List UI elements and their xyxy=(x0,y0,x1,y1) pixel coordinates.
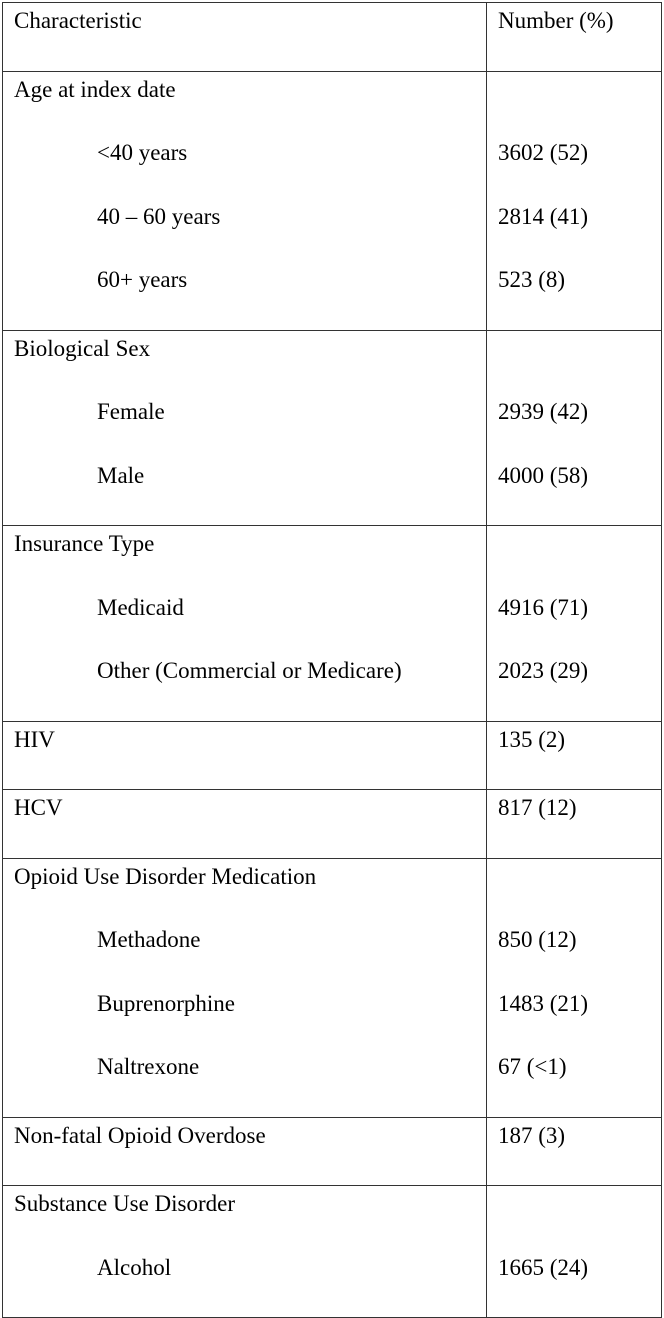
group-value: 817 (12) xyxy=(498,795,577,820)
sub-row-value: 2023 (29) xyxy=(498,658,589,683)
characteristics-table xyxy=(2,2,662,1318)
sub-row-value: 523 (8) xyxy=(498,267,566,292)
sub-row-value: 2814 (41) xyxy=(498,203,589,229)
sub-row-label: 60+ years xyxy=(97,267,188,292)
table-row xyxy=(3,526,662,722)
characteristic-cell xyxy=(3,526,487,722)
sub-row-value: 850 (12) xyxy=(498,927,577,952)
sub-row-label: Alcohol xyxy=(97,1254,172,1280)
group-label: Opioid Use Disorder Medication xyxy=(14,863,317,889)
table-row xyxy=(3,1117,662,1186)
characteristic-cell xyxy=(3,71,487,330)
table-header-row xyxy=(3,3,662,72)
sub-row-label: Female xyxy=(97,399,165,424)
sub-row-value: 2939 (42) xyxy=(498,399,589,424)
sub-row-value: 1665 (24) xyxy=(498,1254,589,1280)
table-row xyxy=(3,721,662,790)
table-row xyxy=(3,858,662,1117)
table-row xyxy=(3,790,662,859)
group-value xyxy=(498,76,661,140)
sub-row-value: 4000 (58) xyxy=(498,462,589,488)
characteristic-cell xyxy=(3,721,487,790)
sub-row-value: 4916 (71) xyxy=(498,594,589,620)
characteristic-cell xyxy=(3,330,487,526)
sub-row-label: Buprenorphine xyxy=(97,990,235,1016)
number-cell xyxy=(487,721,662,790)
group-value: 187 (3) xyxy=(498,1122,566,1148)
table-row xyxy=(3,1186,662,1318)
group-value xyxy=(498,335,661,399)
characteristic-header: Characteristic xyxy=(3,3,487,72)
sub-row-label: 40 – 60 years xyxy=(97,203,221,229)
number-cell xyxy=(487,526,662,722)
group-label: Substance Use Disorder xyxy=(14,1191,236,1216)
sub-row-value: 67 (<1) xyxy=(498,1054,567,1079)
group-label: Age at index date xyxy=(14,76,176,102)
characteristic-cell xyxy=(3,1186,487,1318)
characteristic-cell xyxy=(3,790,487,859)
sub-row-value: 3602 (52) xyxy=(498,140,589,165)
number-cell xyxy=(487,790,662,859)
characteristic-cell xyxy=(3,858,487,1117)
number-cell xyxy=(487,71,662,330)
sub-row-label: Other (Commercial or Medicare) xyxy=(97,658,402,683)
group-value xyxy=(498,863,661,927)
sub-row-value: 1483 (21) xyxy=(498,990,589,1016)
table-row xyxy=(3,330,662,526)
sub-row-label: Naltrexone xyxy=(97,1054,200,1079)
number-cell xyxy=(487,1186,662,1318)
group-value xyxy=(498,1190,661,1254)
characteristic-cell xyxy=(3,1117,487,1186)
number-cell xyxy=(487,1117,662,1186)
sub-row-label: Methadone xyxy=(97,927,201,952)
group-value: 135 (2) xyxy=(498,726,566,752)
table-row xyxy=(3,71,662,330)
sub-row-label: <40 years xyxy=(97,140,188,165)
number-cell xyxy=(487,330,662,526)
group-label: Biological Sex xyxy=(14,335,151,361)
number-header: Number (%) xyxy=(487,3,662,72)
group-label: Insurance Type xyxy=(14,531,155,556)
sub-row-label: Medicaid xyxy=(97,594,184,620)
group-value xyxy=(498,530,661,594)
group-label: Non-fatal Opioid Overdose xyxy=(14,1122,266,1148)
group-label: HCV xyxy=(14,795,63,820)
sub-row-label: Male xyxy=(97,462,145,488)
group-label: HIV xyxy=(14,726,55,752)
number-cell xyxy=(487,858,662,1117)
